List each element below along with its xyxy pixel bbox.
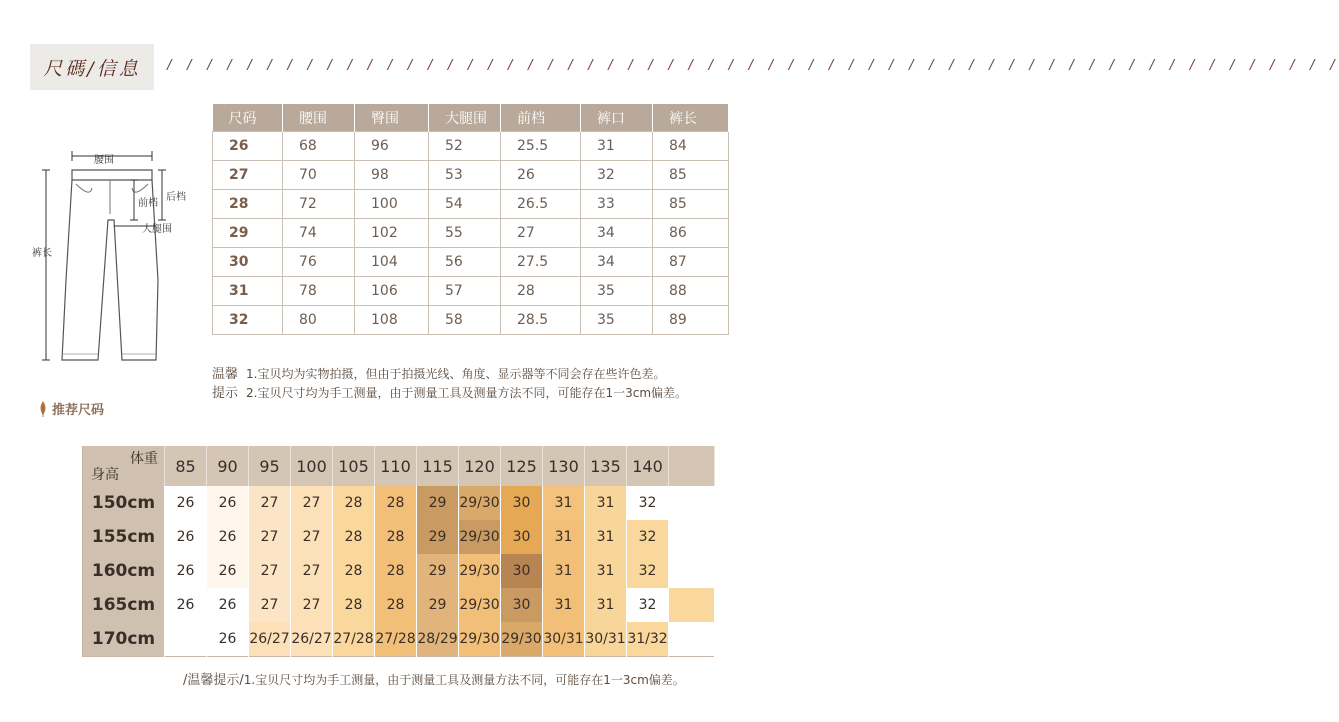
corner-cell — [83, 446, 165, 486]
leaf-icon — [38, 401, 48, 417]
col-header-hip: 臀围 — [355, 104, 429, 132]
recommended-size-cell: 26/27 — [249, 622, 291, 657]
weight-header-cell: 135 — [585, 446, 627, 486]
measurement-cell: 98 — [355, 161, 429, 190]
pants-measurement-diagram — [34, 140, 204, 370]
measurement-cell: 57 — [429, 277, 501, 306]
recommended-size-cell: 27 — [291, 554, 333, 588]
section-title: 尺碼/信息 — [30, 44, 154, 90]
measurement-cell: 27 — [501, 219, 581, 248]
recommended-size-cell: 28 — [333, 486, 375, 520]
col-header-waist: 腰围 — [283, 104, 355, 132]
recommended-size-cell: 31 — [585, 520, 627, 554]
measurement-cell: 89 — [653, 306, 729, 335]
weight-header-cell: 95 — [249, 446, 291, 486]
size-table-row — [213, 248, 729, 277]
measurement-cell: 74 — [283, 219, 355, 248]
weight-header-cell: 110 — [375, 446, 417, 486]
measurement-cell: 55 — [429, 219, 501, 248]
footer-note — [183, 669, 685, 688]
measurement-cell: 86 — [653, 219, 729, 248]
measurement-cell: 34 — [581, 248, 653, 277]
length-label: 裤长 — [32, 248, 52, 259]
size-table-row — [213, 219, 729, 248]
note-text-1: 1.宝贝均为实物拍摄，但由于拍摄光线、角度、显示器等不同会存在些许色差。 — [246, 367, 666, 381]
recommended-size-cell: 29/30 — [459, 554, 501, 588]
recommended-size-cell: 28 — [375, 554, 417, 588]
size-cell: 28 — [213, 190, 283, 219]
recommended-size-cell: 30/31 — [585, 622, 627, 657]
recommended-size-cell: 27/28 — [333, 622, 375, 657]
measurement-cell: 52 — [429, 132, 501, 161]
measurement-cell: 87 — [653, 248, 729, 277]
size-cell: 29 — [213, 219, 283, 248]
size-cell: 31 — [213, 277, 283, 306]
measurement-cell: 54 — [429, 190, 501, 219]
size-table-row — [213, 132, 729, 161]
recommended-size-cell: 31 — [585, 588, 627, 622]
recommended-size-cell: 28/29 — [417, 622, 459, 657]
size-table-row — [213, 190, 729, 219]
recommended-size-cell — [669, 520, 715, 554]
recommended-size-cell — [669, 486, 715, 520]
weight-header-row — [83, 446, 715, 486]
measurement-cell: 26.5 — [501, 190, 581, 219]
measurement-cell: 78 — [283, 277, 355, 306]
recommended-size-cell: 27 — [249, 486, 291, 520]
measurement-cell: 35 — [581, 277, 653, 306]
recommended-size-cell: 28 — [333, 588, 375, 622]
recommended-size-cell: 29 — [417, 588, 459, 622]
recommended-size-cell: 26 — [165, 486, 207, 520]
col-header-leg-opening: 裤口 — [581, 104, 653, 132]
recommended-size-cell: 29/30 — [459, 622, 501, 657]
measurement-cell: 32 — [581, 161, 653, 190]
waist-label: 腰围 — [94, 155, 114, 166]
recommended-size-cell: 27 — [291, 520, 333, 554]
recommended-size-cell: 30 — [501, 486, 543, 520]
height-header-cell: 170cm — [83, 622, 165, 657]
footer-note-label: /温馨提示/ — [183, 673, 244, 688]
size-cell: 26 — [213, 132, 283, 161]
weight-header-cell: 130 — [543, 446, 585, 486]
height-row — [83, 554, 715, 588]
recommended-size-cell: 31 — [543, 486, 585, 520]
note-label-2: 提示 — [212, 386, 239, 401]
recommended-size-cell: 31 — [585, 486, 627, 520]
height-header-cell: 160cm — [83, 554, 165, 588]
recommended-size-title: 推荐尺码 — [52, 403, 105, 418]
recommended-size-cell: 26 — [207, 486, 249, 520]
measurement-cell: 80 — [283, 306, 355, 335]
size-table-row — [213, 277, 729, 306]
recommended-size-cell: 29/30 — [459, 588, 501, 622]
recommended-size-heading — [38, 399, 104, 418]
measurement-cell: 31 — [581, 132, 653, 161]
measurement-cell: 26 — [501, 161, 581, 190]
measurement-cell: 72 — [283, 190, 355, 219]
recommended-size-cell: 26/27 — [291, 622, 333, 657]
height-row — [83, 588, 715, 622]
measurement-cell: 106 — [355, 277, 429, 306]
recommended-size-cell: 30 — [501, 520, 543, 554]
measurement-cell: 85 — [653, 161, 729, 190]
recommended-size-cell: 27 — [249, 554, 291, 588]
measurement-cell: 102 — [355, 219, 429, 248]
measurement-cell: 88 — [653, 277, 729, 306]
measurement-cell: 27.5 — [501, 248, 581, 277]
size-cell: 32 — [213, 306, 283, 335]
recommended-size-cell: 30/31 — [543, 622, 585, 657]
recommended-size-cell: 26 — [207, 554, 249, 588]
recommended-size-cell: 27 — [291, 588, 333, 622]
recommended-size-cell: 28 — [333, 554, 375, 588]
recommended-size-cell: 26 — [165, 588, 207, 622]
decorative-slash-rule: / / / / / / / / / / / / / / / / / / / / / / / / / / / / / / / / / / / / / / / / / / / / / / / / / / / / / / / / / / / — [166, 58, 1339, 73]
recommended-size-cell — [669, 588, 715, 622]
measurement-cell: 70 — [283, 161, 355, 190]
recommended-size-cell: 26 — [207, 520, 249, 554]
recommended-size-cell: 31 — [585, 554, 627, 588]
recommended-size-cell: 28 — [333, 520, 375, 554]
recommended-size-cell: 27 — [249, 588, 291, 622]
weight-header-cell: 105 — [333, 446, 375, 486]
weight-header-cell: 125 — [501, 446, 543, 486]
recommended-size-cell: 29/30 — [501, 622, 543, 657]
measurement-cell: 76 — [283, 248, 355, 277]
recommended-size-cell: 32 — [627, 520, 669, 554]
recommended-size-cell: 26 — [165, 520, 207, 554]
recommended-size-cell: 30 — [501, 554, 543, 588]
height-row — [83, 622, 715, 657]
recommended-size-cell: 29 — [417, 486, 459, 520]
recommended-size-cell: 29/30 — [459, 486, 501, 520]
recommended-size-cell: 28 — [375, 520, 417, 554]
recommended-size-cell: 27 — [291, 486, 333, 520]
recommended-size-cell: 26 — [165, 554, 207, 588]
col-header-front-rise: 前档 — [501, 104, 581, 132]
recommended-size-cell: 28 — [375, 486, 417, 520]
weight-header-cell: 115 — [417, 446, 459, 486]
measurement-cell: 33 — [581, 190, 653, 219]
height-axis-label: 身高 — [91, 467, 119, 483]
weight-axis-label: 体重 — [130, 451, 158, 467]
measurement-cell: 35 — [581, 306, 653, 335]
recommended-size-cell: 26 — [207, 588, 249, 622]
notes-block — [212, 365, 687, 403]
measurement-cell: 100 — [355, 190, 429, 219]
recommended-size-cell: 29 — [417, 554, 459, 588]
thigh-label: 大腿围 — [142, 224, 172, 235]
recommended-size-cell: 31 — [543, 520, 585, 554]
col-header-thigh: 大腿围 — [429, 104, 501, 132]
pants-outline-icon — [34, 140, 204, 370]
recommended-size-cell: 28 — [375, 588, 417, 622]
height-header-cell: 155cm — [83, 520, 165, 554]
front-rise-label: 前档 — [138, 198, 158, 209]
note-text-2: 2.宝贝尺寸均为手工测量，由于测量工具及测量方法不同，可能存在1一3cm偏差。 — [246, 386, 688, 400]
measurement-cell: 28 — [501, 277, 581, 306]
note-label-1: 温馨 — [212, 367, 239, 382]
size-table-header-row — [213, 104, 729, 132]
measurement-cell: 34 — [581, 219, 653, 248]
measurement-cell: 84 — [653, 132, 729, 161]
back-rise-label: 后档 — [166, 192, 186, 203]
height-header-cell: 150cm — [83, 486, 165, 520]
recommended-size-cell: 32 — [627, 554, 669, 588]
measurement-cell: 28.5 — [501, 306, 581, 335]
recommended-size-cell: 31 — [543, 588, 585, 622]
recommended-size-table — [82, 446, 715, 657]
size-cell: 30 — [213, 248, 283, 277]
weight-header-cell: 90 — [207, 446, 249, 486]
recommended-size-cell: 32 — [627, 486, 669, 520]
measurement-cell: 68 — [283, 132, 355, 161]
recommended-size-cell: 29/30 — [459, 520, 501, 554]
weight-header-blank — [669, 446, 715, 486]
measurement-cell: 104 — [355, 248, 429, 277]
height-row — [83, 520, 715, 554]
col-header-size: 尺码 — [213, 104, 283, 132]
recommended-size-cell — [165, 622, 207, 657]
measurement-cell: 108 — [355, 306, 429, 335]
size-table-row — [213, 306, 729, 335]
measurement-cell: 53 — [429, 161, 501, 190]
footer-note-text: 1.宝贝尺寸均为手工测量，由于测量工具及测量方法不同，可能存在1一3cm偏差。 — [243, 673, 685, 687]
size-chart-table — [212, 104, 729, 335]
weight-header-cell: 140 — [627, 446, 669, 486]
weight-header-cell: 85 — [165, 446, 207, 486]
recommended-size-cell: 26 — [207, 622, 249, 657]
recommended-size-cell: 30 — [501, 588, 543, 622]
measurement-cell: 96 — [355, 132, 429, 161]
recommended-size-cell — [669, 622, 715, 657]
weight-header-cell: 120 — [459, 446, 501, 486]
measurement-cell: 25.5 — [501, 132, 581, 161]
recommended-size-cell: 32 — [627, 588, 669, 622]
recommended-size-cell: 27 — [249, 520, 291, 554]
recommended-size-cell: 29 — [417, 520, 459, 554]
height-header-cell: 165cm — [83, 588, 165, 622]
recommended-size-cell — [669, 554, 715, 588]
size-table-row — [213, 161, 729, 190]
weight-header-cell: 100 — [291, 446, 333, 486]
measurement-cell: 85 — [653, 190, 729, 219]
recommended-size-cell: 31 — [543, 554, 585, 588]
measurement-cell: 56 — [429, 248, 501, 277]
recommended-size-cell: 27/28 — [375, 622, 417, 657]
col-header-length: 裤长 — [653, 104, 729, 132]
size-cell: 27 — [213, 161, 283, 190]
height-row — [83, 486, 715, 520]
recommended-size-cell: 31/32 — [627, 622, 669, 657]
measurement-cell: 58 — [429, 306, 501, 335]
